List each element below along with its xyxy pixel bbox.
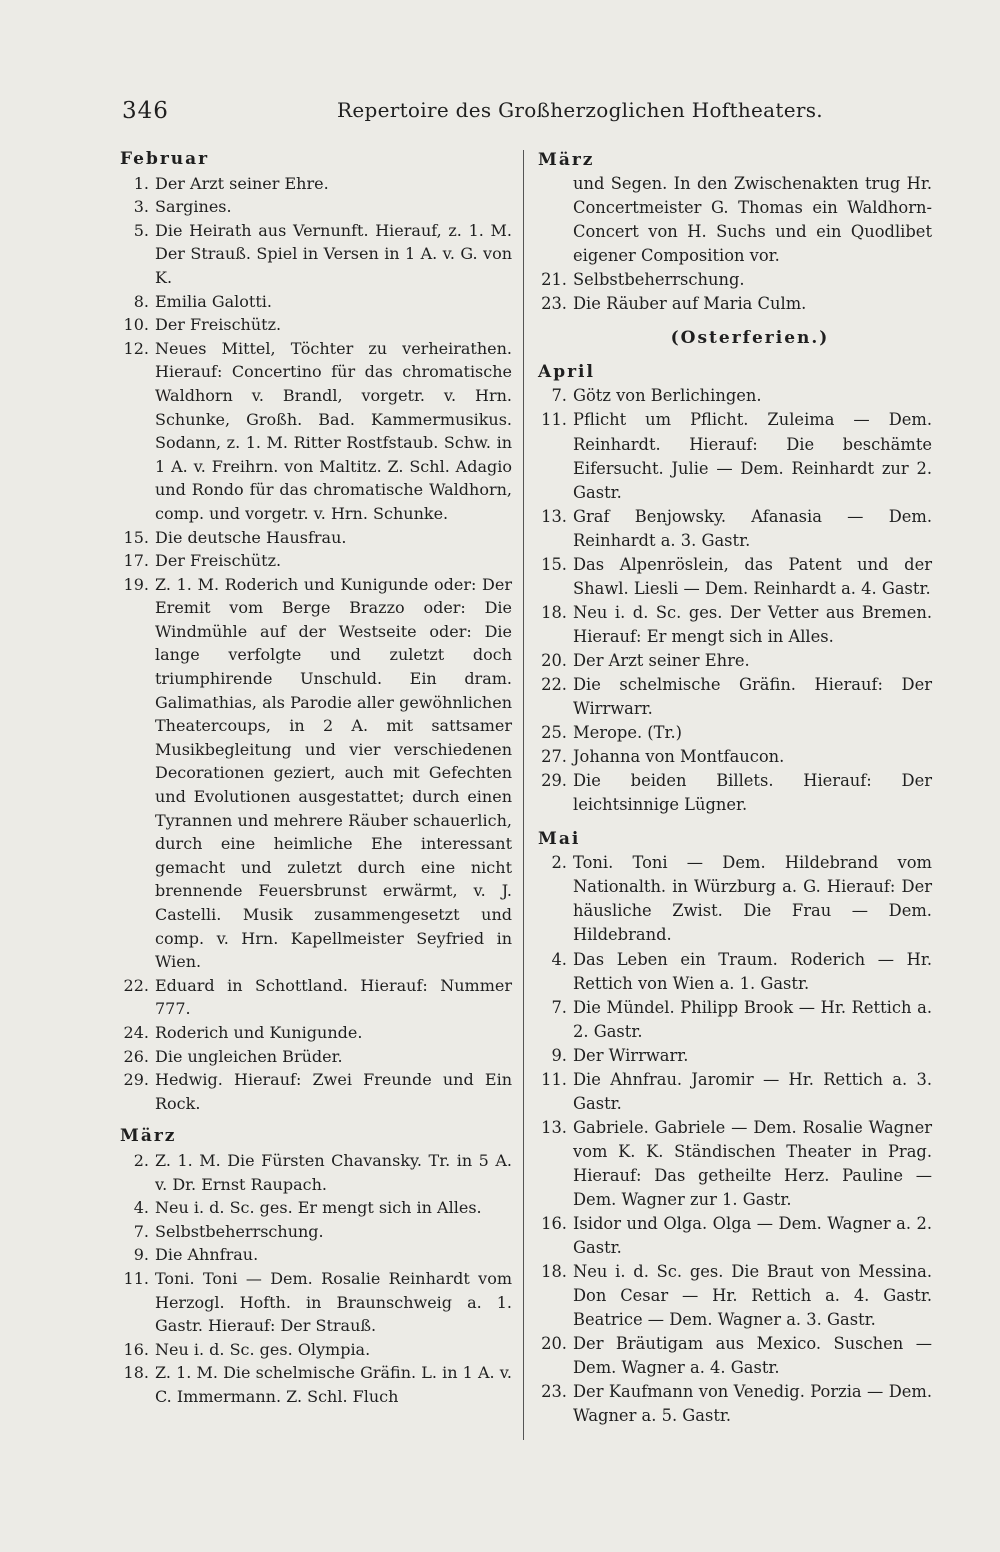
- entry-date: 11.: [123, 1268, 149, 1288]
- entry-text: Graf Benjowsky. Afanasia — Dem. Reinhardt a. 3. Gastr.: [573, 506, 932, 550]
- repertoire-entry: [120, 195, 512, 219]
- entry-date: 15.: [123, 527, 149, 547]
- entry-date: 25.: [541, 723, 567, 743]
- entry-date: 22.: [541, 674, 567, 694]
- repertoire-entry: [538, 292, 932, 316]
- repertoire-entry: [120, 290, 512, 314]
- entry-text: Die Ahnfrau.: [155, 1245, 259, 1265]
- entry-text: Die Mündel. Philipp Brook — Hr. Rettich a. 2. Gastr.: [573, 997, 932, 1041]
- repertoire-entry: [120, 219, 512, 290]
- entry-text: Z. 1. M. Die schelmische Gräfin. L. in 1 A. v. C. Immermann. Z. Schl. Fluch: [155, 1363, 512, 1406]
- repertoire-entry: [538, 553, 932, 601]
- entry-date: 24.: [123, 1022, 149, 1042]
- month-heading: März: [538, 150, 595, 170]
- entry-date: 5.: [133, 220, 149, 240]
- repertoire-entry: [538, 1044, 932, 1068]
- repertoire-entry: [538, 745, 932, 769]
- entry-text: Die deutsche Hausfrau.: [155, 527, 347, 547]
- repertoire-entry: [120, 549, 512, 573]
- entry-continuation: und Segen. In den Zwischenakten trug Hr. Concertmeister G. Thomas ein Waldhorn-Concert von H. Suchs und ein Quodlibet eigener Composition vor.: [573, 174, 932, 266]
- repertoire-entry: [120, 1267, 512, 1338]
- right-column: [538, 148, 932, 1428]
- entry-date: 29.: [123, 1070, 149, 1090]
- entry-text: Der Bräutigam aus Mexico. Suschen — Dem. Wagner a. 4. Gastr.: [573, 1334, 932, 1378]
- entry-text: Das Leben ein Traum. Roderich — Hr. Rettich von Wien a. 1. Gastr.: [573, 949, 932, 993]
- repertoire-entry: [538, 408, 932, 504]
- section-note: (Osterferien.): [670, 328, 830, 349]
- entry-text: Neues Mittel, Töchter zu verheirathen. Hierauf: Concertino für das chromatische Waldhorn v. Brandl, vorgetr. v. Hrn. Schunke, Großh. Bad. Kammermusikus. Sodann, z. 1. M. Ritter Rostfstaub. Schw. in 1 A. v. Freihrn. von Maltitz. Z. Schl. Adagio und Rondo für das chromatische Waldhorn, comp. und vorgetr. v. Hrn. Schunke.: [155, 338, 512, 523]
- entry-text: Pflicht um Pflicht. Zuleima — Dem. Reinhardt. Hierauf: Die beschämte Eifersucht. Julie — Dem. Reinhardt zur 2. Gastr.: [573, 410, 932, 502]
- left-column: [120, 148, 512, 1408]
- entry-date: 3.: [133, 197, 149, 217]
- repertoire-entry: [120, 573, 512, 974]
- entry-date: 27.: [541, 747, 567, 767]
- column-divider: [523, 150, 524, 1440]
- page-header: [122, 98, 922, 134]
- entry-date: 22.: [123, 975, 149, 995]
- repertoire-entry: [120, 1068, 512, 1115]
- entry-date: 20.: [541, 650, 567, 670]
- repertoire-entry: [120, 1243, 512, 1267]
- repertoire-entry: [538, 673, 932, 721]
- entry-text: Merope. (Tr.): [573, 723, 683, 743]
- repertoire-entry: [120, 1196, 512, 1220]
- repertoire-entry: [120, 1220, 512, 1244]
- repertoire-entry: [538, 1260, 932, 1332]
- repertoire-entry: [120, 337, 512, 526]
- entry-text: Neu i. d. Sc. ges. Olympia.: [155, 1339, 371, 1359]
- month-heading: März: [120, 1126, 177, 1147]
- entry-text: Toni. Toni — Dem. Hildebrand vom Nationalth. in Würzburg a. G. Hierauf: Der häusliche Zwist. Die Frau — Dem. Hildebrand.: [573, 853, 932, 945]
- entry-text: Selbstbeherrschung.: [573, 270, 745, 290]
- entry-date: 4.: [133, 1198, 149, 1218]
- repertoire-entry: [120, 526, 512, 550]
- entry-date: 29.: [541, 771, 567, 791]
- entry-date: 12.: [123, 338, 149, 358]
- entry-text: Der Arzt seiner Ehre.: [155, 173, 329, 193]
- month-heading: Februar: [120, 149, 210, 169]
- entry-date: 9.: [133, 1245, 149, 1265]
- entry-date: 7.: [551, 997, 567, 1017]
- repertoire-entry: [120, 172, 512, 196]
- repertoire-entry: [538, 1332, 932, 1380]
- entry-text: Der Kaufmann von Venedig. Porzia — Dem. Wagner a. 5. Gastr.: [573, 1382, 932, 1426]
- entry-text: Götz von Berlichingen.: [573, 386, 762, 406]
- entry-text: Das Alpenröslein, das Patent und der Shawl. Liesli — Dem. Reinhardt a. 4. Gastr.: [573, 554, 932, 598]
- entry-date: 26.: [123, 1046, 149, 1066]
- entry-date: 7.: [133, 1221, 149, 1241]
- entry-text: Eduard in Schottland. Hierauf: Nummer 777.: [155, 975, 512, 1019]
- page-number: 346: [122, 98, 169, 124]
- entry-date: 18.: [541, 602, 567, 622]
- repertoire-entry: [538, 1068, 932, 1116]
- entry-text: Hedwig. Hierauf: Zwei Freunde und Ein Rock.: [155, 1070, 512, 1113]
- entry-date: 21.: [541, 270, 567, 290]
- entry-date: 16.: [541, 1214, 567, 1234]
- entry-text: Der Freischütz.: [155, 551, 282, 571]
- month-heading: Mai: [538, 829, 581, 850]
- repertoire-entry: [538, 268, 932, 292]
- entry-date: 2.: [133, 1150, 149, 1170]
- entry-text: Die ungleichen Brüder.: [155, 1046, 343, 1066]
- entry-date: 8.: [133, 291, 149, 311]
- repertoire-entry: [120, 1149, 512, 1196]
- entry-date: 11.: [541, 1069, 567, 1089]
- entry-text: Neu i. d. Sc. ges. Die Braut von Messina. Don Cesar — Hr. Rettich a. 4. Gastr. Beatrice — Dem. Wagner a. 3. Gastr.: [573, 1262, 932, 1330]
- repertoire-entry: [538, 1116, 932, 1212]
- entry-date: 2.: [551, 853, 567, 873]
- entry-text: Neu i. d. Sc. ges. Der Vetter aus Bremen. Hierauf: Er mengt sich in Alles.: [573, 602, 932, 646]
- entry-date: 17.: [123, 551, 149, 571]
- entry-date: 7.: [551, 386, 567, 406]
- repertoire-entry: [120, 974, 512, 1021]
- entry-date: 23.: [541, 294, 567, 314]
- entry-date: 18.: [541, 1262, 567, 1282]
- repertoire-entry: [538, 601, 932, 649]
- entry-date: 11.: [541, 410, 567, 430]
- entry-date: 18.: [123, 1363, 149, 1383]
- entry-text: Die Heirath aus Vernunft. Hierauf, z. 1. M. Der Strauß. Spiel in Versen in 1 A. v. G. von K.: [155, 220, 512, 287]
- repertoire-entry: [538, 721, 932, 745]
- repertoire-entry: [538, 948, 932, 996]
- entry-text: Die beiden Billets. Hierauf: Der leichtsinnige Lügner.: [573, 771, 932, 815]
- entry-text: Johanna von Montfaucon.: [573, 747, 785, 767]
- running-title: Repertoire des Großherzoglichen Hoftheaters.: [337, 98, 823, 122]
- entry-date: 4.: [551, 949, 567, 969]
- repertoire-entry: [120, 1338, 512, 1362]
- repertoire-entry: [538, 1212, 932, 1260]
- repertoire-entry: [538, 851, 932, 947]
- entry-text: Sargines.: [155, 197, 232, 217]
- entry-text: Der Freischütz.: [155, 315, 282, 335]
- entry-date: 1.: [133, 173, 149, 193]
- repertoire-entry: [538, 384, 932, 408]
- entry-date: 19.: [123, 574, 149, 594]
- entry-text: Der Arzt seiner Ehre.: [573, 650, 750, 670]
- repertoire-entry: [120, 1021, 512, 1045]
- repertoire-entry: [538, 996, 932, 1044]
- month-heading: April: [538, 362, 595, 383]
- repertoire-entry: [120, 1045, 512, 1069]
- entry-text: Emilia Galotti.: [155, 291, 272, 311]
- entry-text: Die Ahnfrau. Jaromir — Hr. Rettich a. 3. Gastr.: [573, 1069, 932, 1113]
- entry-date: 16.: [123, 1339, 149, 1359]
- entry-text: Toni. Toni — Dem. Rosalie Reinhardt vom Herzogl. Hofth. in Braunschweig a. 1. Gastr. Hierauf: Der Strauß.: [155, 1268, 512, 1336]
- entry-text: Z. 1. M. Die Fürsten Chavansky. Tr. in 5 A. v. Dr. Ernst Raupach.: [155, 1150, 512, 1194]
- entry-date: 13.: [541, 506, 567, 526]
- entry-text: Die schelmische Gräfin. Hierauf: Der Wirrwarr.: [573, 674, 932, 719]
- entry-text: Roderich und Kunigunde.: [155, 1022, 363, 1042]
- repertoire-entry: [538, 505, 932, 553]
- entry-text: Gabriele. Gabriele — Dem. Rosalie Wagner vom K. K. Ständischen Theater in Prag. Hierauf: Das getheilte Herz. Pauline — Dem. Wagner zur 1. Gastr.: [573, 1117, 932, 1209]
- entry-text: Die Räuber auf Maria Culm.: [573, 294, 807, 314]
- entry-text: Der Wirrwarr.: [573, 1045, 689, 1065]
- entry-date: 15.: [541, 554, 567, 574]
- repertoire-entry: [120, 1361, 512, 1408]
- entry-date: 23.: [541, 1382, 567, 1402]
- entry-date: 20.: [541, 1334, 567, 1354]
- repertoire-entry: [538, 649, 932, 673]
- entry-text: Neu i. d. Sc. ges. Er mengt sich in Alles.: [155, 1198, 482, 1218]
- repertoire-entry: [538, 769, 932, 817]
- entry-date: 9.: [551, 1045, 567, 1065]
- entry-text: Selbstbeherrschung.: [155, 1221, 324, 1241]
- entry-text: Isidor und Olga. Olga — Dem. Wagner a. 2. Gastr.: [573, 1214, 932, 1258]
- repertoire-entry: [120, 313, 512, 337]
- entry-date: 10.: [123, 315, 149, 335]
- entry-date: 13.: [541, 1117, 567, 1137]
- entry-text: Z. 1. M. Roderich und Kunigunde oder: Der Eremit vom Berge Brazzo oder: Die Windmühle auf der Westseite oder: Die lange verfolgte und zuletzt doch triumphirende Unschuld. Ein dram. Galimathias, als Parodie aller gewöhnlichen Theatercoups, in 2 A. mit sattsamer Musikbegleitung und vier verschiedenen Decorationen geziert, auch mit Gefechten und Evolutionen ausgestattet; durch einen Tyrannen und mehrere Räuber schauerlich, durch eine heimliche Ehe interessant gemacht und zuletzt durch eine nicht brennende Feuersbrunst erwärmt, v. J. Castelli. Musik zusammengesetzt und comp. v. Hrn. Kapellmeister Seyfried in Wien.: [155, 574, 512, 972]
- repertoire-entry: [538, 1380, 932, 1428]
